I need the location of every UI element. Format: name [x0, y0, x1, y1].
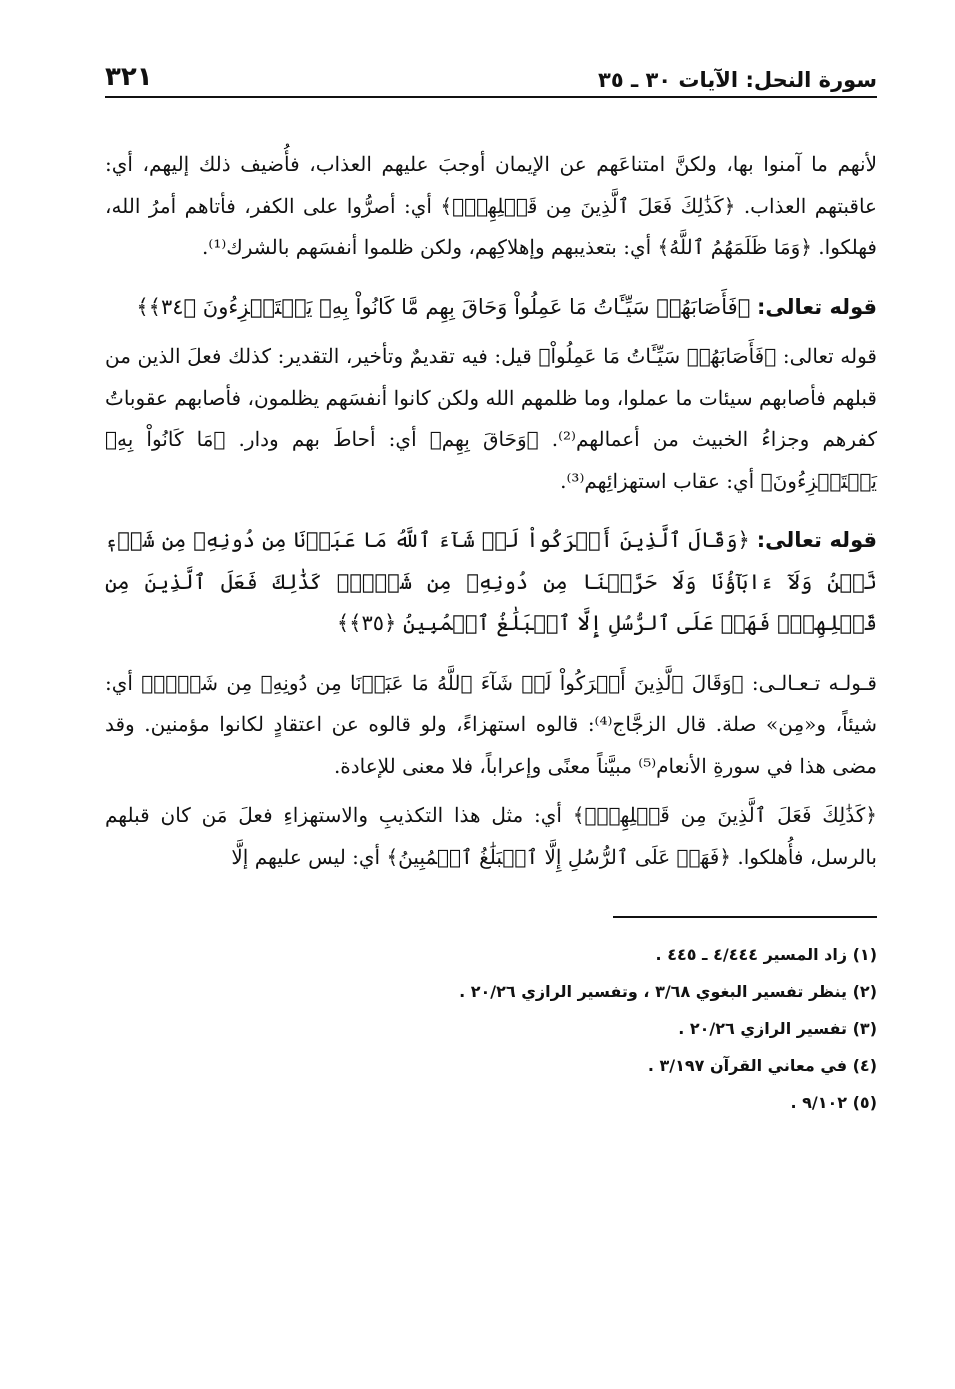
main-text: [105, 144, 877, 878]
verse-34-text: ﴿فَأَصَابَهُمۡ سَيِّـَٔاتُ مَا عَمِلُواْ وَحَاقَ بِهِم مَّا كَانُواْ بِهِۦ يَسۡتَهۡزِءُونَ ﴿٣٤﴾﴾: [136, 294, 751, 319]
footnote-divider: [613, 916, 877, 918]
footnote: (٤) في معاني القرآن ٣/١٩٧ .: [647, 1056, 877, 1075]
paragraph-2: قوله تعالى: ﴿فَأَصَابَهُمۡ سَيِّـَٔاتُ مَا عَمِلُواْ﴾ قيل: فيه تقديمٌ وتأخير، التقدير: كذلك فعلَ الذين من قبلهم فأصابهم سيئات ما عملوا، وما ظلمهم الله ولكن كانوا أنفسَهم يظلمون، فأصابهم عقوباتُ كفرهم وجزاءُ الخبيث من أعمالهم⁽²⁾. ﴿وَحَاقَ بِهِم﴾ أي: أحاطَ بهم ودار. ﴿مَا كَانُواْ بِهِۦ يَسۡتَهۡزِءُونَ﴾ أي: عقاب استهزائِهم⁽³⁾.: [105, 344, 877, 493]
verse-34-heading: [105, 287, 877, 329]
verse-lead: قوله تعالى:: [756, 294, 877, 319]
book-page: [105, 58, 877, 1127]
footnote: (٣) تفسير الرازي ٢٠/٢٦ .: [678, 1019, 877, 1038]
chapter-title: سورة النحل: الآيات ٣٠ ـ ٣٥: [598, 68, 877, 92]
verse-35-text: ﴿وَقَالَ ٱلَّذِينَ أَشۡرَكُواْ لَوۡ شَآءَ ٱللَّهُ مَا عَبَدۡنَا مِن دُونِهِۦ مِن شَيۡءٖ نَّحۡنُ وَلَآ ءَابَآؤُنَا وَلَا حَرَّمۡنَا مِن دُونِهِۦ مِن شَيۡءٖۚ كَذَٰلِكَ فَعَلَ ٱلَّذِينَ مِن قَبۡلِهِمۡۚ فَهَلۡ عَلَى ٱلرُّسُلِ إِلَّا ٱلۡبَلَٰغُ ٱلۡمُبِينُ ﴿٣٥﴾﴾: [105, 528, 877, 635]
page-number: ٣٢١: [105, 62, 153, 92]
verse-35-heading: [105, 520, 877, 645]
footnote: (١) زاد المسير ٤/٤٤٤ ـ ٤٤٥ .: [655, 945, 877, 964]
paragraph-3: قـولـه تـعـالـى: ﴿وَقَالَ ٱلَّذِينَ أَشۡرَكُواْ لَوۡ شَآءَ ٱللَّهُ مَا عَبَدۡنَا مِن دُونِهِۦ مِن شَيۡءٖ﴾ أي: شيئاً، و«مِن» صلة. قال الزجَّاج⁽⁴⁾: قالوه استهزاءً، ولو قالوه عن اعتقادٍ لكانوا مؤمنين. وقد مضى هذا في سورةِ الأنعام⁽⁵⁾ مبيَّناً معنًى وإعراباً، فلا معنى للإعادة.: [105, 670, 877, 778]
paragraph-1: لأنهم ما آمنوا بها، ولكنَّ امتناعَهم عن الإيمان أوجبَ عليهم العذاب، فأُضيف ذلك إليهم، أي: عاقبتهم العذاب. ﴿كَذَٰلِكَ فَعَلَ ٱلَّذِينَ مِن قَبۡلِهِمۡۚ﴾ أي: أصرُّوا على الكفر، فأتاهم أمرُ الله، فهلكوا. ﴿وَمَا ظَلَمَهُمُ ٱللَّهُ﴾ أي: بتعذيبهم وإهلاكِهم، ولكن ظلموا أنفسَهم بالشرك⁽¹⁾.: [105, 152, 877, 259]
footnote: (٢) ينظر تفسير البغوي ٣/٦٨ ، وتفسير الرازي ٢٠/٢٦ .: [459, 982, 877, 1001]
running-header: [105, 58, 877, 98]
paragraph-4: ﴿كَذَٰلِكَ فَعَلَ ٱلَّذِينَ مِن قَبۡلِهِمۡۚ﴾ أي: مثل هذا التكذيبِ والاستهزاءِ فعلَ مَن كان قبلهم بالرسل، فأُهلكوا. ﴿فَهَلۡ عَلَى ٱلرُّسُلِ إِلَّا ٱلۡبَلَٰغُ ٱلۡمُبِينُ﴾ أي: ليس عليهم إلَّا: [105, 803, 877, 869]
verse-lead: قوله تعالى:: [756, 528, 877, 552]
footnotes: [105, 942, 877, 1115]
footnote: (٥) ٩/١٠٢ .: [790, 1093, 877, 1112]
